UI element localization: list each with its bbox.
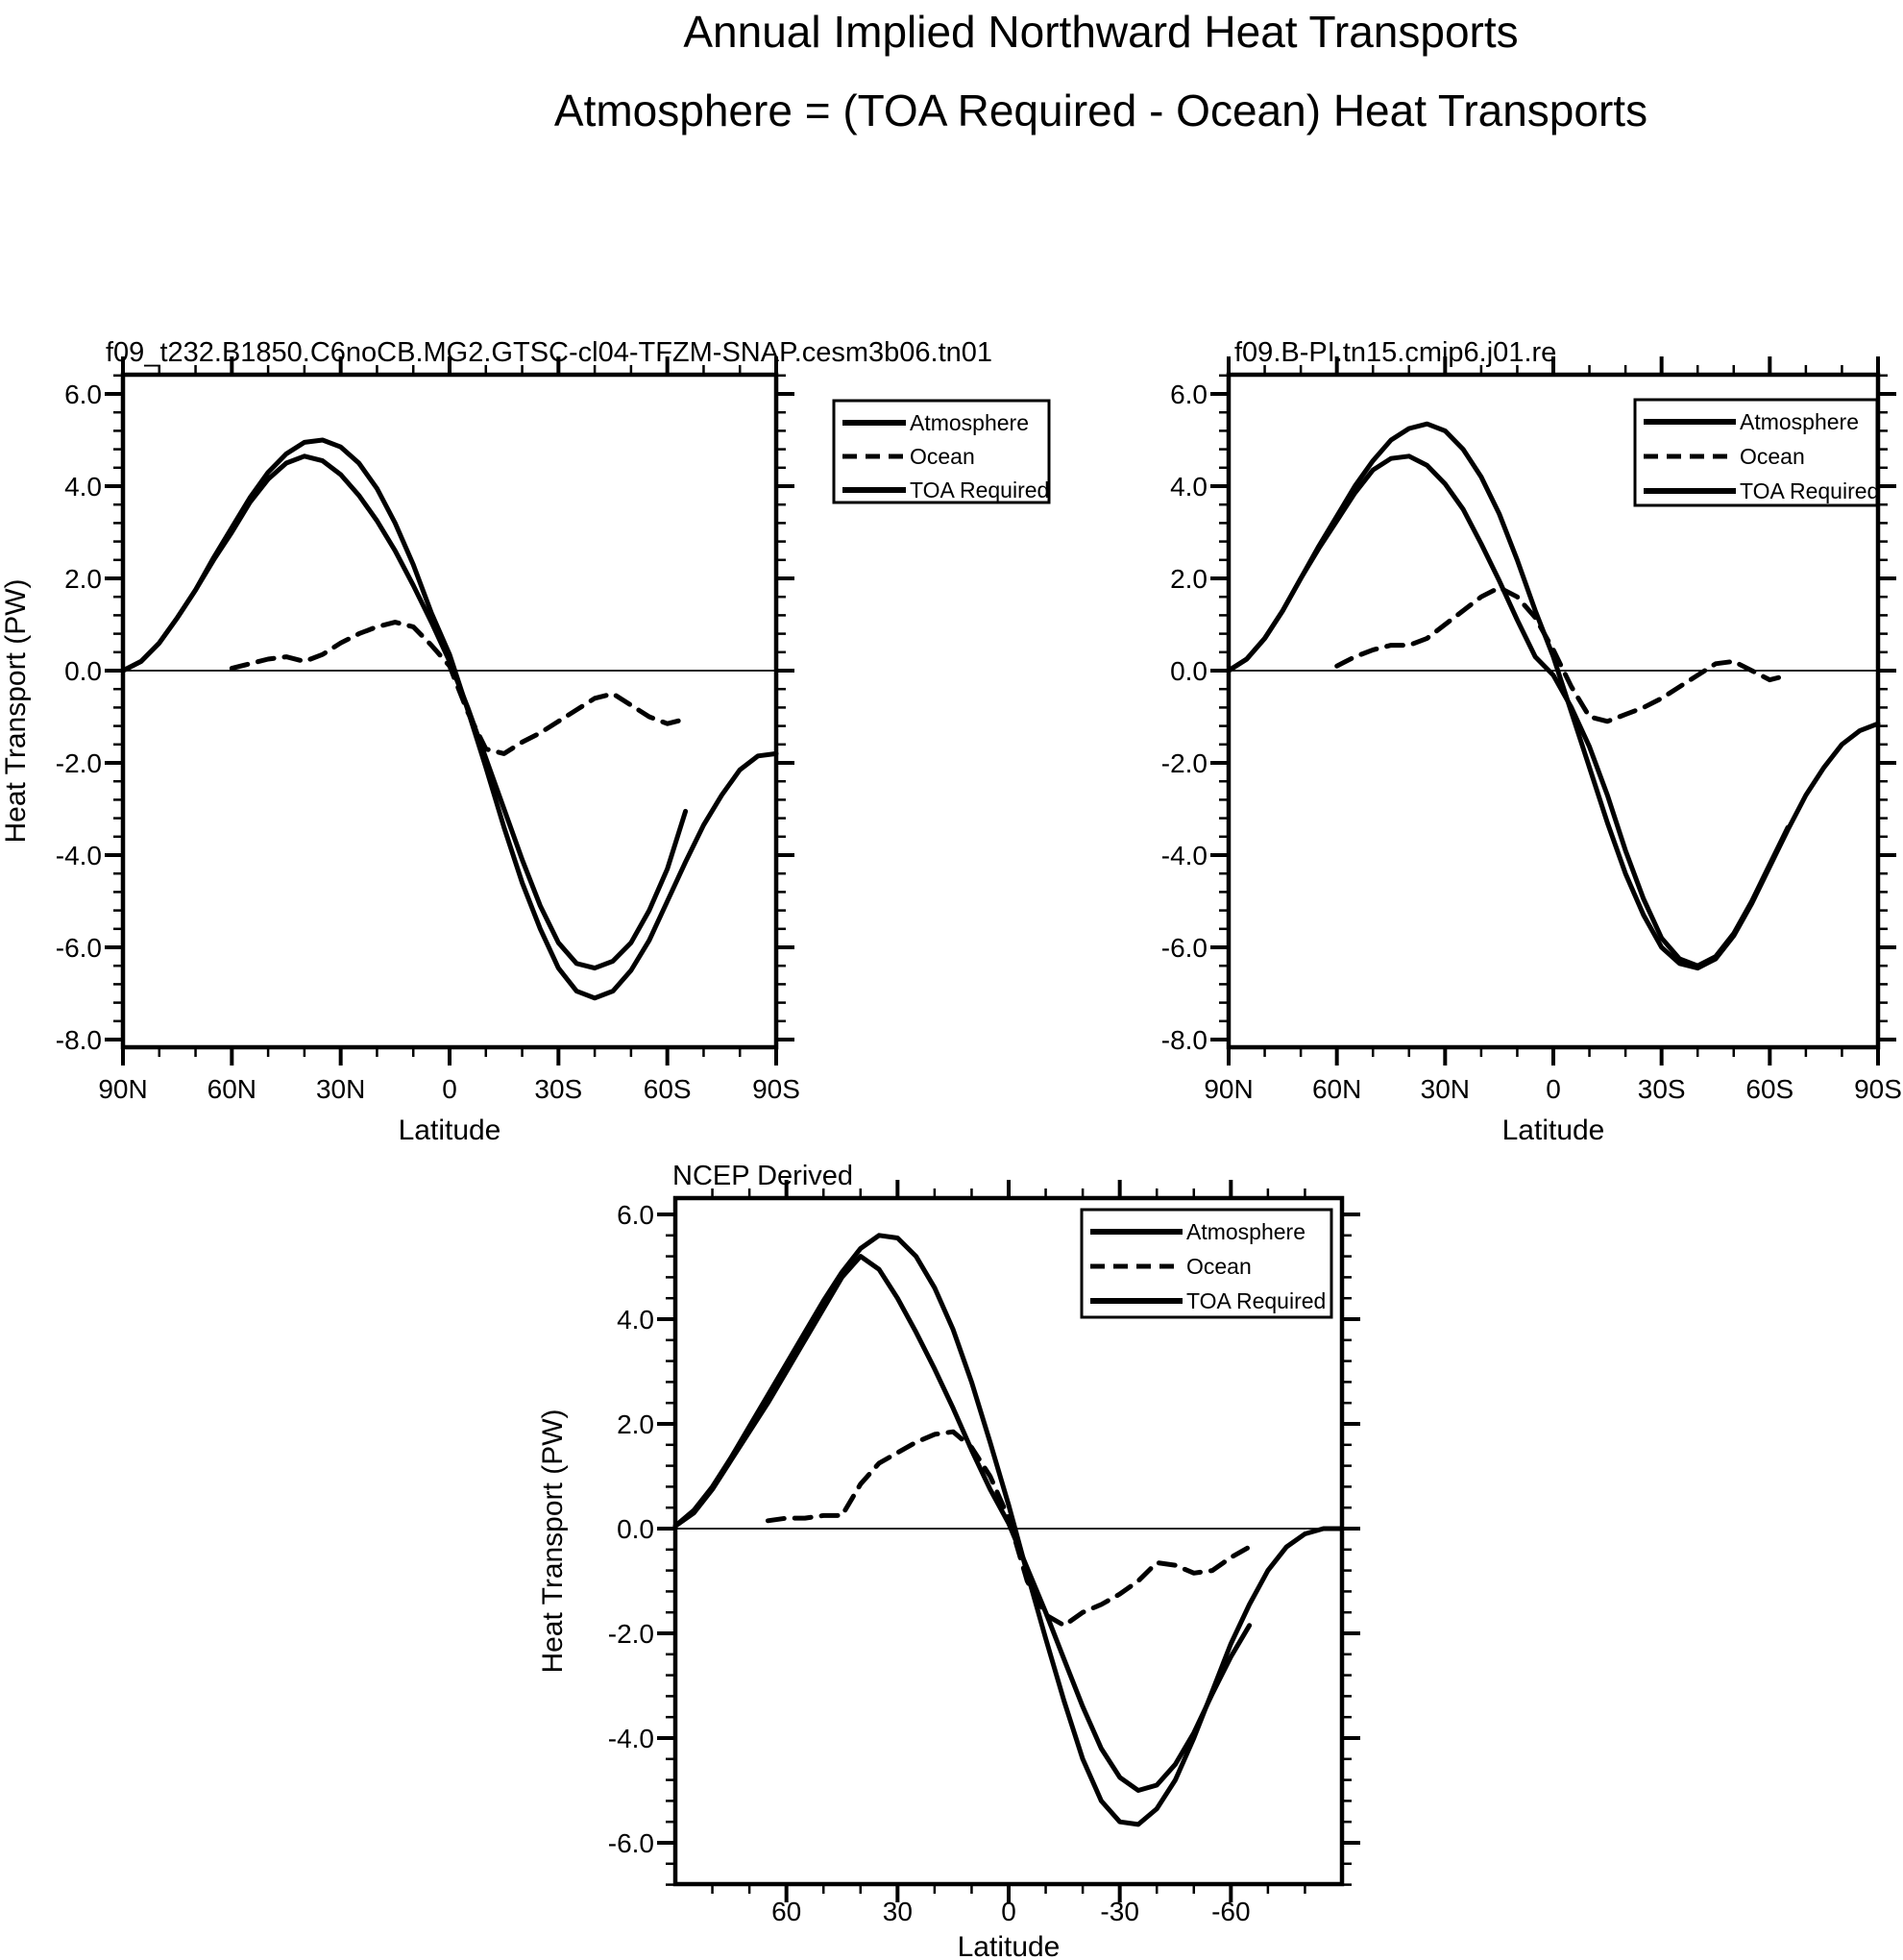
y-tick-label: -4.0 [55,841,102,870]
y-tick-label: 4.0 [64,472,102,502]
panel-title: f09_t232.B1850.C6noCB.MG2.GTSC-cl04-TFZM-SNAP.cesm3b06.tn01 [106,337,993,368]
y-tick-label: 2.0 [1170,564,1208,594]
panel-title: f09.B-PI.tn15.cmip6.j01.re [1234,337,1557,368]
y-tick-label: -8.0 [1160,1025,1208,1055]
x-tick-label: -30 [1100,1897,1139,1926]
y-tick-label: 6.0 [617,1200,654,1230]
y-tick-label: 0.0 [1170,656,1208,686]
y-axis-label: Heat Transport (PW) [0,578,32,844]
x-tick-label: 90N [98,1074,148,1104]
x-tick-label: 90N [1204,1074,1254,1104]
x-axis-label: Latitude [398,1115,501,1146]
series-line-atmosphere [123,456,686,968]
x-tick-label: 30N [1420,1074,1471,1104]
x-tick-label: 90S [752,1074,800,1104]
y-axis-label: Heat Transport (PW) [537,1409,569,1674]
y-tick-label: -4.0 [1160,841,1208,870]
plot-frame [123,375,776,1047]
panel-0 [0,337,1049,1146]
legend-label: Atmosphere [1186,1219,1306,1244]
y-tick-label: -2.0 [607,1619,654,1649]
y-tick-label: -6.0 [607,1828,654,1858]
y-tick-label: -4.0 [607,1724,654,1753]
x-tick-label: 0 [442,1074,457,1104]
y-tick-label: 4.0 [617,1305,654,1335]
x-tick-label: 60N [207,1074,257,1104]
x-tick-label: 60N [1311,1074,1362,1104]
y-tick-label: -8.0 [55,1025,102,1055]
panel-1 [1161,337,1902,1146]
y-tick-label: 6.0 [64,380,102,409]
y-tick-label: -6.0 [55,933,102,963]
main-title-line2: Atmosphere = (TOA Required - Ocean) Heat Transports [553,86,1648,135]
y-tick-label: -2.0 [1160,748,1208,778]
legend-label: Ocean [1186,1254,1252,1279]
legend-label: Ocean [910,444,975,469]
legend-label: Ocean [1740,444,1805,469]
x-tick-label: -60 [1211,1897,1251,1926]
y-tick-label: 0.0 [617,1514,654,1544]
series-line-atmosphere [675,1257,1250,1791]
series-line-toa-required [675,1236,1342,1825]
legend-label: Atmosphere [910,410,1030,435]
x-tick-label: 0 [1546,1074,1561,1104]
y-tick-label: 2.0 [64,564,102,594]
x-tick-label: 60S [1745,1074,1794,1104]
x-axis-label: Latitude [957,1931,1061,1960]
y-tick-label: 4.0 [1170,472,1208,502]
series-line-ocean [1337,588,1788,722]
y-tick-label: 0.0 [64,656,102,686]
y-tick-label: -6.0 [1160,933,1208,963]
x-axis-label: Latitude [1501,1115,1605,1146]
x-tick-label: 30S [534,1074,583,1104]
legend-label: TOA Required [910,478,1050,502]
main-title-line1: Annual Implied Northward Heat Transports [683,7,1519,57]
x-tick-label: 30 [882,1897,913,1926]
legend-label: TOA Required [1186,1288,1327,1313]
x-tick-label: 30S [1637,1074,1686,1104]
x-tick-label: 30N [315,1074,366,1104]
x-tick-label: 90S [1854,1074,1902,1104]
y-tick-label: 6.0 [1170,380,1208,409]
x-tick-label: 60S [643,1074,692,1104]
x-tick-label: 60 [771,1897,802,1926]
y-tick-label: 2.0 [617,1409,654,1439]
panel-2 [537,1161,1360,1960]
legend-label: TOA Required [1740,478,1880,503]
y-tick-label: -2.0 [55,748,102,778]
legend-label: Atmosphere [1740,409,1860,434]
x-tick-label: 0 [1001,1897,1016,1926]
panel-title: NCEP Derived [672,1161,854,1191]
